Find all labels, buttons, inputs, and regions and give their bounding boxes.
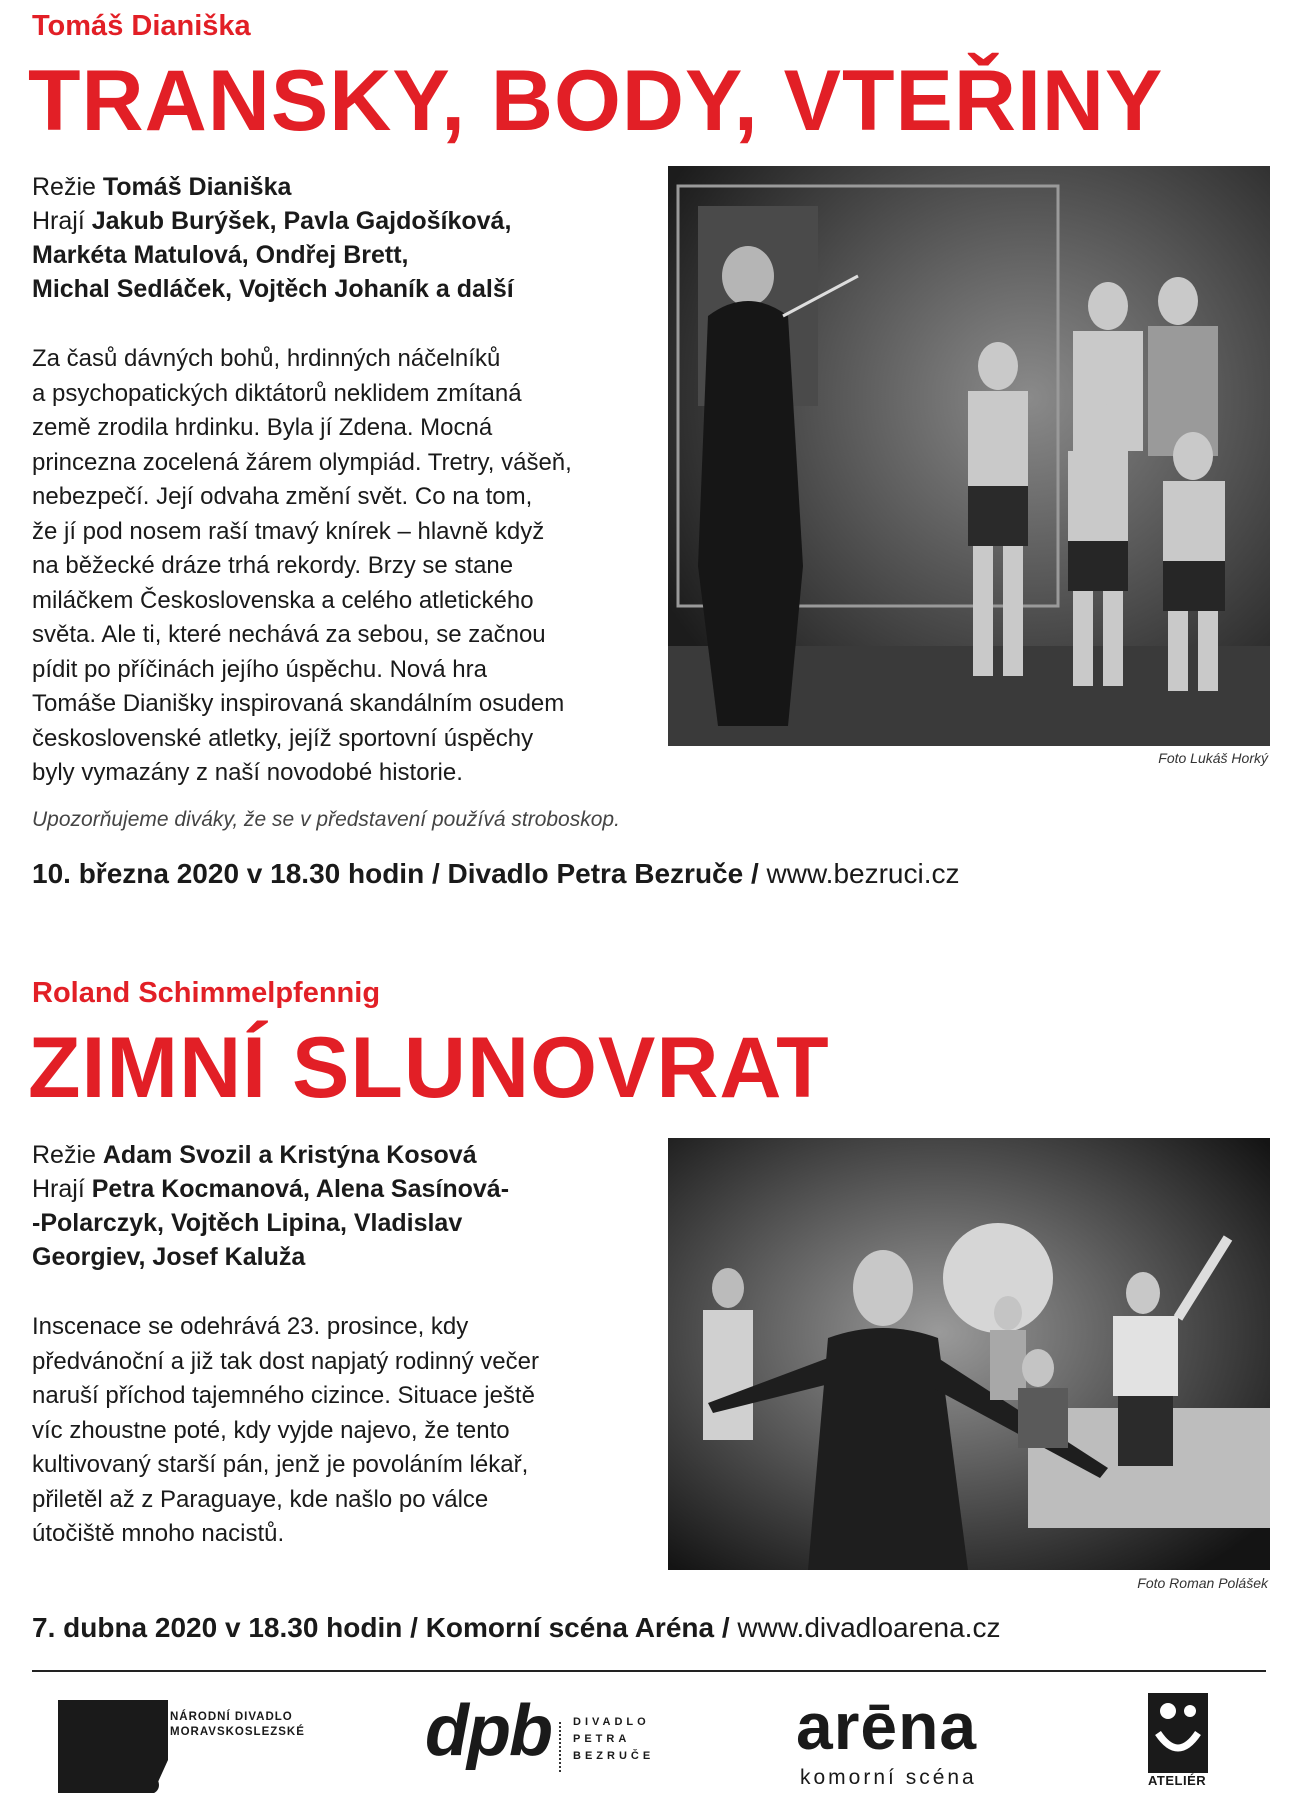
show1-directing-line bbox=[32, 170, 672, 204]
arena-logo bbox=[796, 1689, 1036, 1793]
show2-cast-2: -Polarczyk, Vojtěch Lipina, Vladislav bbox=[32, 1209, 463, 1237]
dpb-line1: DIVADLO bbox=[573, 1716, 650, 1728]
show1-event-text: 10. března 2020 v 18.30 hodin / Divadlo Petra Bezruče / bbox=[32, 858, 759, 889]
ndm-logo-mark bbox=[58, 1700, 178, 1793]
show2-website-link[interactable]: www.divadloarena.cz bbox=[737, 1612, 1001, 1643]
desc-line: nebezpečí. Její odvaha změní svět. Co na tom, bbox=[32, 483, 533, 510]
ndm-logo bbox=[58, 1700, 328, 1793]
desc-line: světa. Ale ti, které nechává za sebou, se začnou bbox=[32, 621, 546, 648]
arena-sub: komorní scéna bbox=[800, 1766, 977, 1789]
desc-line: miláčkem Československa a celého atletického bbox=[32, 586, 534, 614]
desc-line: že jí pod nosem raší tmavý knírek – hlavně když bbox=[32, 517, 545, 545]
dpb-line3: BEZRUČE bbox=[573, 1750, 655, 1762]
atelier-logo bbox=[1140, 1693, 1240, 1793]
dpb-logo bbox=[425, 1691, 685, 1793]
dpb-line2: PETRA bbox=[573, 1733, 631, 1745]
show2-cast-3: Georgiev, Josef Kaluža bbox=[32, 1243, 306, 1271]
desc-line: a psychopatických diktátorů neklidem zmítaná bbox=[32, 379, 522, 407]
show1-cast-line bbox=[32, 204, 672, 238]
show1-website-link[interactable]: www.bezruci.cz bbox=[766, 858, 960, 889]
show2-photo-caption: Foto Roman Polášek bbox=[1137, 1575, 1268, 1591]
show2-credits bbox=[32, 1138, 672, 1274]
show1-cast-2: Markéta Matulová, Ondřej Brett, bbox=[32, 241, 409, 269]
desc-line: naruší příchod tajemného cizince. Situace ještě bbox=[32, 1382, 535, 1409]
show1-photo-caption: Foto Lukáš Horký bbox=[1158, 750, 1268, 766]
show1-event bbox=[32, 858, 959, 890]
show1-warning: Upozorňujeme diváky, že se v představení používá stroboskop. bbox=[32, 808, 620, 831]
show2-author: Roland Schimmelpfennig bbox=[32, 977, 381, 1009]
ndm-line1: NÁRODNÍ DIVADLO bbox=[170, 1711, 293, 1723]
atelier-logo-mark bbox=[1148, 1693, 1208, 1773]
dpb-divider bbox=[559, 1722, 562, 1772]
show1-stage-photo bbox=[668, 166, 1270, 746]
desc-line: Za časů dávných bohů, hrdinných náčelníků bbox=[32, 345, 501, 372]
desc-line: československé atletky, jejíž sportovní úspěchy bbox=[32, 724, 534, 752]
show2-cast-label: Hrají bbox=[32, 1175, 85, 1203]
show1-director: Tomáš Dianiška bbox=[102, 173, 292, 201]
desc-line: předvánoční a již tak dost napjatý rodinný večer bbox=[32, 1347, 539, 1375]
ndm-line2: MORAVSKOSLEZSKÉ bbox=[170, 1726, 305, 1738]
show1-cast-3: Michal Sedláček, Vojtěch Johaník a další bbox=[32, 275, 514, 303]
show2-event bbox=[32, 1612, 1000, 1644]
desc-line: pídit po příčinách jejího úspěchu. Nová hra bbox=[32, 655, 487, 683]
show1-author: Tomáš Dianiška bbox=[32, 10, 251, 42]
show2-directing-label: Režie bbox=[32, 1141, 96, 1169]
show2-cast-1: Petra Kocmanová, Alena Sasínová- bbox=[91, 1175, 510, 1203]
show2-event-text: 7. dubna 2020 v 18.30 hodin / Komorní scéna Aréna / bbox=[32, 1612, 730, 1643]
desc-line: kultivovaný starší pán, jenž je povoláním lékař, bbox=[32, 1451, 529, 1478]
desc-line: na běžecké dráze trhá rekordy. Brzy se stane bbox=[32, 552, 514, 579]
show2-stage-photo bbox=[668, 1138, 1270, 1570]
show1-cast-label: Hrají bbox=[32, 207, 85, 235]
arena-mark: arēna bbox=[796, 1689, 978, 1763]
show2-description bbox=[32, 1310, 672, 1552]
desc-line: Inscenace se odehrává 23. prosince, kdy bbox=[32, 1313, 469, 1340]
show2-cast-line bbox=[32, 1172, 672, 1206]
show1-title: TRANSKY, BODY, VTEŘINY bbox=[28, 53, 1164, 149]
show2-directing-line bbox=[32, 1138, 672, 1172]
atelier-label: ATELIÉR bbox=[1148, 1773, 1207, 1788]
desc-line: útočiště mnoho nacistů. bbox=[32, 1520, 285, 1547]
desc-line: přiletěl až z Paraguaye, kde našlo po válce bbox=[32, 1485, 489, 1513]
show1-cast-1: Jakub Burýšek, Pavla Gajdošíková, bbox=[91, 207, 512, 235]
show2-title: ZIMNÍ SLUNOVRAT bbox=[28, 1020, 830, 1116]
footer-divider bbox=[32, 1670, 1266, 1672]
show2-director: Adam Svozil a Kristýna Kosová bbox=[102, 1141, 477, 1169]
show1-credits bbox=[32, 170, 672, 306]
desc-line: země zrodila hrdinku. Byla jí Zdena. Mocná bbox=[32, 414, 493, 441]
desc-line: víc zhoustne poté, kdy vyjde najevo, že tento bbox=[32, 1416, 510, 1444]
dpb-mark: dpb bbox=[425, 1691, 551, 1771]
show1-description bbox=[32, 342, 672, 791]
desc-line: princezna zocelená žárem olympiád. Tretry, vášeň, bbox=[32, 448, 572, 476]
desc-line: byly vymazány z naší novodobé historie. bbox=[32, 759, 463, 786]
show1-directing-label: Režie bbox=[32, 173, 96, 201]
desc-line: Tomáše Dianišky inspirovaná skandálním osudem bbox=[32, 690, 565, 717]
